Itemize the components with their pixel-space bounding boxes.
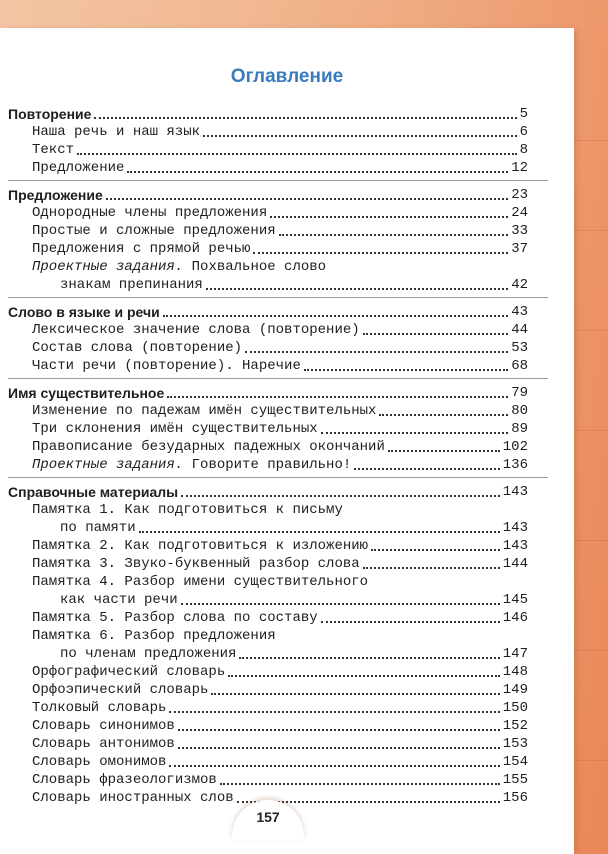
- section-divider: [8, 180, 548, 181]
- toc-entry-text: Толковый словарь: [32, 700, 167, 716]
- toc-entry-text: Орфографический словарь: [32, 664, 226, 680]
- toc-page-number: 53: [511, 340, 528, 356]
- section-divider: [8, 378, 548, 379]
- toc-page-number: 42: [511, 277, 528, 293]
- toc-entry[interactable]: [8, 320, 528, 338]
- toc-heading-text: Имя существительное: [8, 385, 165, 401]
- toc-entry-text: Орфоэпический словарь: [32, 682, 209, 698]
- toc-entry-text: Простые и сложные предложения: [32, 223, 276, 239]
- toc-page-number: 148: [502, 664, 528, 680]
- toc-entry[interactable]: [8, 770, 528, 788]
- toc-entry[interactable]: [8, 221, 528, 239]
- toc-entry-text: Три склонения имён существительных: [32, 421, 318, 437]
- toc-entry-text: Словарь синонимов: [32, 718, 175, 734]
- dot-leader: [279, 234, 509, 236]
- dot-leader: [206, 288, 508, 290]
- dot-leader: [139, 531, 500, 533]
- toc-entry[interactable]: [8, 752, 528, 770]
- toc-entry[interactable]: [8, 518, 528, 536]
- toc-page-number: 149: [502, 682, 528, 698]
- book-page: [0, 28, 574, 854]
- toc-page-number: 44: [511, 322, 528, 338]
- toc-entry-text: Памятка 2. Как подготовиться к изложению: [32, 538, 369, 554]
- toc-entry-text: Изменение по падежам имён существительных: [32, 403, 377, 419]
- toc-page-number: 68: [511, 358, 528, 374]
- toc-entry-continuation: знакам препинания: [60, 277, 203, 293]
- toc-entry[interactable]: [8, 275, 528, 293]
- toc-section-heading[interactable]: [8, 482, 528, 500]
- toc-entry[interactable]: [8, 608, 528, 626]
- toc-entry-text: Словарь фразеологизмов: [32, 772, 217, 788]
- toc-page-number: 33: [511, 223, 528, 239]
- toc-entry-text: Словарь антонимов: [32, 736, 175, 752]
- toc-entry[interactable]: [8, 734, 528, 752]
- toc-entry[interactable]: [8, 680, 528, 698]
- toc-entry-continuation: как части речи: [60, 592, 178, 608]
- toc-section-heading[interactable]: [8, 104, 528, 122]
- toc-entry[interactable]: [8, 536, 528, 554]
- toc-entry[interactable]: [8, 140, 528, 158]
- toc-entry-text: Словарь омонимов: [32, 754, 167, 770]
- toc-entry-text: Словарь иностранных слов: [32, 790, 234, 806]
- dot-leader: [253, 252, 508, 254]
- toc-entry[interactable]: [8, 356, 528, 374]
- toc-entry[interactable]: [8, 455, 528, 473]
- dot-leader: [371, 549, 500, 551]
- dot-leader: [363, 567, 500, 569]
- dot-leader: [203, 135, 517, 137]
- dot-leader: [388, 450, 500, 452]
- toc-page-number: 150: [502, 700, 528, 716]
- toc-entry-italic-text: Проектные задания.: [32, 457, 184, 473]
- toc-entry-continuation: по памяти: [60, 520, 136, 536]
- toc-entry-text: Лексическое значение слова (повторение): [32, 322, 360, 338]
- toc-page-number: 23: [511, 187, 528, 203]
- toc-page-number: 79: [511, 385, 528, 401]
- toc-page-number: 146: [502, 610, 528, 626]
- section-divider: [8, 477, 548, 478]
- toc-page-number: 144: [502, 556, 528, 572]
- toc-page-number: 154: [502, 754, 528, 770]
- dot-leader: [77, 153, 517, 155]
- toc-heading-text: Справочные материалы: [8, 484, 179, 500]
- dot-leader: [228, 675, 500, 677]
- toc-entry[interactable]: [8, 437, 528, 455]
- dot-leader: [181, 603, 500, 605]
- toc-section-heading[interactable]: [8, 302, 528, 320]
- toc-page-number: 6: [519, 124, 528, 140]
- toc-entry[interactable]: [8, 338, 528, 356]
- toc-entry[interactable]: [8, 626, 528, 644]
- toc-page-number: 8: [519, 142, 528, 158]
- toc-entry-text: Предложения с прямой речью: [32, 241, 251, 257]
- dot-leader: [163, 315, 508, 317]
- toc-entry-text: Части речи (повторение). Наречие: [32, 358, 301, 374]
- toc-page-number: 12: [511, 160, 528, 176]
- toc-entry-italic-text: Проектные задания.: [32, 259, 184, 275]
- toc-page-number: 145: [502, 592, 528, 608]
- toc-entry[interactable]: [8, 716, 528, 734]
- toc-page-number: 80: [511, 403, 528, 419]
- dot-leader: [211, 693, 499, 695]
- dot-leader: [321, 621, 500, 623]
- dot-leader: [239, 657, 499, 659]
- toc-entry[interactable]: [8, 419, 528, 437]
- toc-entry-text: Правописание безударных падежных окончаний: [32, 439, 385, 455]
- dot-leader: [169, 765, 499, 767]
- dot-leader: [321, 432, 509, 434]
- toc-entry[interactable]: [8, 158, 528, 176]
- toc-entry[interactable]: [8, 590, 528, 608]
- dot-leader: [94, 117, 516, 119]
- toc-entry[interactable]: [8, 698, 528, 716]
- page-title: Оглавление: [230, 66, 344, 87]
- toc-heading-text: Предложение: [8, 187, 103, 203]
- toc-entry[interactable]: [8, 122, 528, 140]
- toc-entry[interactable]: [8, 572, 528, 590]
- toc-entry-text: Текст: [32, 142, 75, 158]
- section-divider: [8, 297, 548, 298]
- toc-section-heading[interactable]: [8, 185, 528, 203]
- toc-page-number: 24: [511, 205, 528, 221]
- toc-entry-text: Памятка 3. Звуко-буквенный разбор слова: [32, 556, 360, 572]
- dot-leader: [178, 747, 500, 749]
- toc-page-number: 43: [511, 304, 528, 320]
- toc-entry[interactable]: [8, 500, 528, 518]
- dot-leader: [270, 216, 508, 218]
- dot-leader: [169, 711, 499, 713]
- toc-entry[interactable]: [8, 644, 528, 662]
- toc-entry-continuation: по членам предложения: [60, 646, 237, 662]
- dot-leader: [181, 495, 500, 497]
- toc-entry-text: Памятка 1. Как подготовиться к письму: [32, 502, 343, 518]
- page-number: 157: [232, 800, 304, 840]
- dot-leader: [304, 369, 508, 371]
- toc-entry-text: Состав слова (повторение): [32, 340, 243, 356]
- toc-entry-text: Однородные члены предложения: [32, 205, 268, 221]
- toc-page-number: 155: [502, 772, 528, 788]
- dot-leader: [220, 783, 500, 785]
- dot-leader: [379, 414, 508, 416]
- toc-entry-text: Памятка 5. Разбор слова по составу: [32, 610, 318, 626]
- toc-entry[interactable]: [8, 401, 528, 419]
- toc-entry-text: Похвальное слово: [183, 259, 327, 275]
- toc-page-number: 152: [502, 718, 528, 734]
- dot-leader: [106, 198, 508, 200]
- dot-leader: [178, 729, 500, 731]
- toc-entry[interactable]: [8, 203, 528, 221]
- toc-entry[interactable]: [8, 662, 528, 680]
- dot-leader: [127, 171, 508, 173]
- toc-entry[interactable]: [8, 257, 528, 275]
- toc-page-number: 37: [511, 241, 528, 257]
- toc-page-number: 102: [502, 439, 528, 455]
- toc-page-number: 143: [502, 538, 528, 554]
- dot-leader: [363, 333, 509, 335]
- toc-page-number: 89: [511, 421, 528, 437]
- toc-section-heading[interactable]: [8, 383, 528, 401]
- toc-heading-text: Слово в языке и речи: [8, 304, 160, 320]
- toc-page-number: 153: [502, 736, 528, 752]
- toc-page-number: 5: [519, 106, 528, 122]
- toc-entry[interactable]: [8, 239, 528, 257]
- toc-page-number: 136: [502, 457, 528, 473]
- toc-page-number: 143: [502, 520, 528, 536]
- toc-entry-text: Наша речь и наш язык: [32, 124, 201, 140]
- toc-page-number: 147: [502, 646, 528, 662]
- dot-leader: [354, 468, 500, 470]
- toc-entry[interactable]: [8, 554, 528, 572]
- toc-page-number: 143: [502, 484, 528, 500]
- dot-leader: [167, 396, 508, 398]
- toc-entry-text: Памятка 6. Разбор предложения: [32, 628, 276, 644]
- dot-leader: [245, 351, 508, 353]
- toc-heading-text: Повторение: [8, 106, 92, 122]
- toc-page-number: 156: [502, 790, 528, 806]
- toc-entry-text: Памятка 4. Разбор имени существительного: [32, 574, 369, 590]
- toc-entry-text: Предложение: [32, 160, 125, 176]
- toc-entry-text: Говорите правильно!: [183, 457, 352, 473]
